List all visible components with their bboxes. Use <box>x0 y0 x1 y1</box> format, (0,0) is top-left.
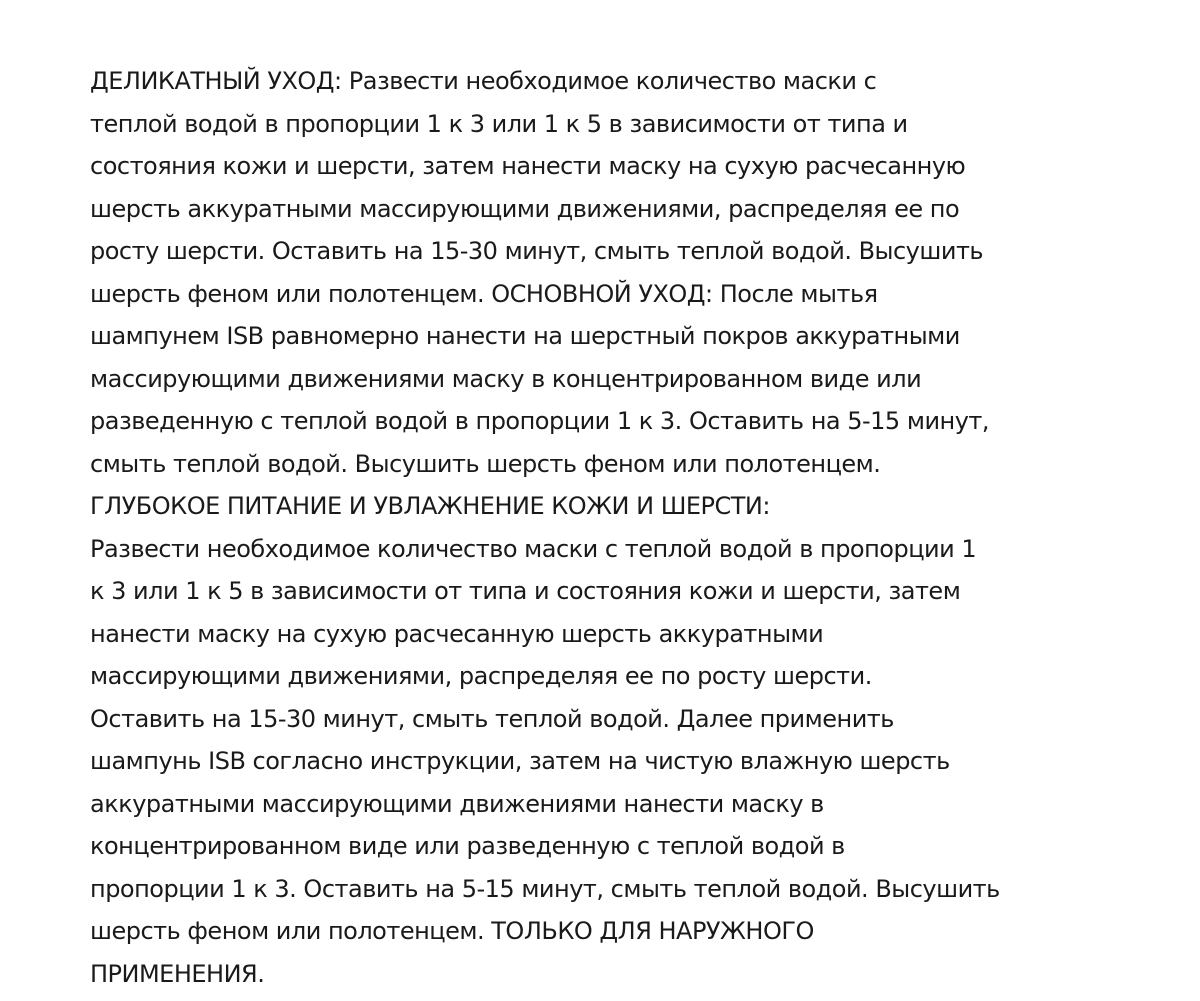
text-line-17: шампунь ISB согласно инструкции, затем на чистую влажную шерсть <box>90 747 950 775</box>
text-line-11: ГЛУБОКОЕ ПИТАНИЕ И УВЛАЖНЕНИЕ КОЖИ И ШЕРСТИ: <box>90 492 770 520</box>
text-line-12: Развести необходимое количество маски с теплой водой в пропорции 1 <box>90 534 977 563</box>
text-line-7: шампунем ISB равномерно нанести на шерстный покров аккуратными <box>90 322 960 350</box>
text-line-1: ДЕЛИКАТНЫЙ УХОД: Развести необходимое количество маски с <box>90 67 877 95</box>
text-line-15: массирующими движениями, распределяя ее по росту шерсти. <box>90 662 872 690</box>
text-line-22: ПРИМЕНЕНИЯ. <box>90 959 265 988</box>
text-line-14: нанести маску на сухую расчесанную шерсть аккуратными <box>90 619 824 648</box>
text-line-6: шерсть феном или полотенцем. ОСНОВНОЙ УХОД: После мытья <box>90 279 878 308</box>
text-line-2: теплой водой в пропорции 1 к 3 или 1 к 5 в зависимости от типа и <box>90 109 908 138</box>
text-line-18: аккуратными массирующими движениями нанести маску в <box>90 789 824 818</box>
text-line-21: шерсть феном или полотенцем. ТОЛЬКО ДЛЯ НАРУЖНОГО <box>90 917 814 945</box>
text-line-13: к 3 или 1 к 5 в зависимости от типа и состояния кожи и шерсти, затем <box>90 577 961 605</box>
text-line-4: шерсть аккуратными массирующими движениями, распределяя ее по <box>90 194 960 223</box>
text-line-16: Оставить на 15-30 минут, смыть теплой водой. Далее применить <box>90 704 894 733</box>
text-line-19: концентрированном виде или разведенную с теплой водой в <box>90 832 845 860</box>
usage-instructions-text <box>90 60 1050 995</box>
text-line-9: разведенную с теплой водой в пропорции 1 к 3. Оставить на 5-15 минут, <box>90 407 990 435</box>
text-line-8: массирующими движениями маску в концентрированном виде или <box>90 364 922 393</box>
text-line-5: росту шерсти. Оставить на 15-30 минут, смыть теплой водой. Высушить <box>90 237 984 265</box>
text-line-3: состояния кожи и шерсти, затем нанести маску на сухую расчесанную <box>90 152 966 180</box>
text-line-10: смыть теплой водой. Высушить шерсть феном или полотенцем. <box>90 449 881 478</box>
text-line-20: пропорции 1 к 3. Оставить на 5-15 минут, смыть теплой водой. Высушить <box>90 874 1000 903</box>
